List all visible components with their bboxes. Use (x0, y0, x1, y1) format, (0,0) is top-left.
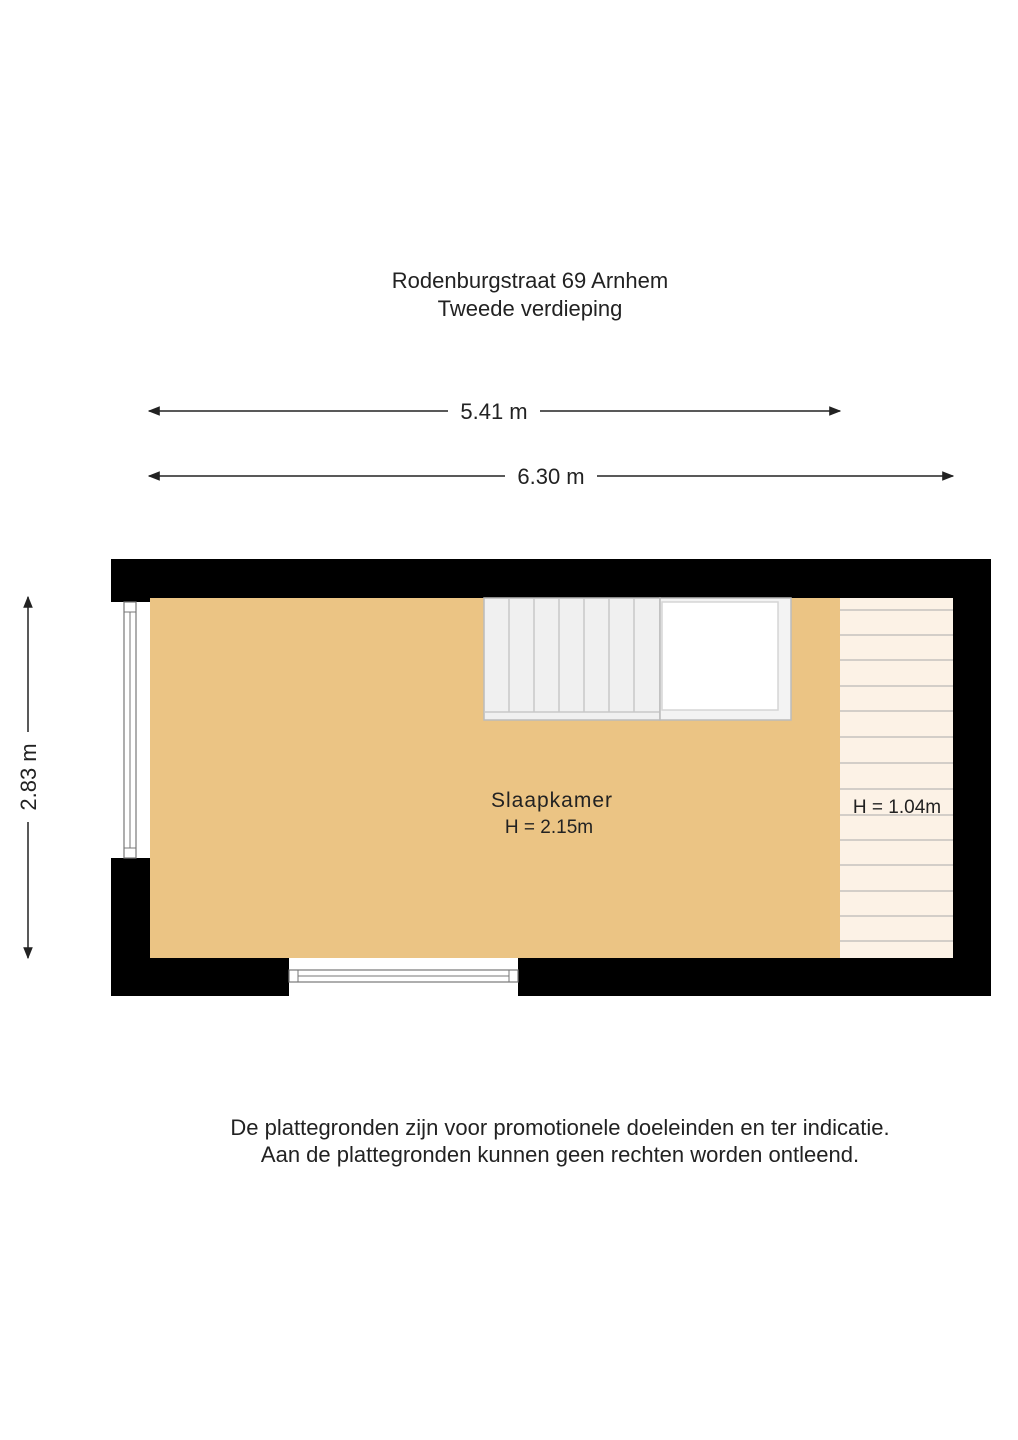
disclaimer-line-2: Aan de plattegronden kunnen geen rechten worden ontleend. (260, 1142, 860, 1167)
dimension-width-inner-label: 5.41 m (460, 399, 528, 424)
dimension-width-outer-label: 6.30 m (517, 464, 585, 489)
window-bottom (289, 958, 518, 996)
low-ceiling-zone (840, 598, 953, 958)
dimension-width-inner (149, 399, 840, 424)
dimension-depth-label: 2.83 m (16, 743, 41, 811)
stairwell-opening (660, 598, 791, 720)
floor-subtitle: Tweede verdieping (437, 296, 623, 321)
room-height-label: H = 2.15m (504, 817, 594, 838)
disclaimer-line-1: De plattegronden zijn voor promotionele doeleinden en ter indicatie. (230, 1115, 890, 1140)
dimension-depth (16, 597, 41, 958)
staircase (484, 598, 660, 720)
low-ceiling-height-label: H = 1.04m (852, 797, 942, 818)
room-name-label: Slaapkamer (490, 789, 614, 812)
window-left (111, 602, 150, 858)
dimension-width-outer (149, 464, 953, 489)
address-title: Rodenburgstraat 69 Arnhem (391, 268, 669, 293)
